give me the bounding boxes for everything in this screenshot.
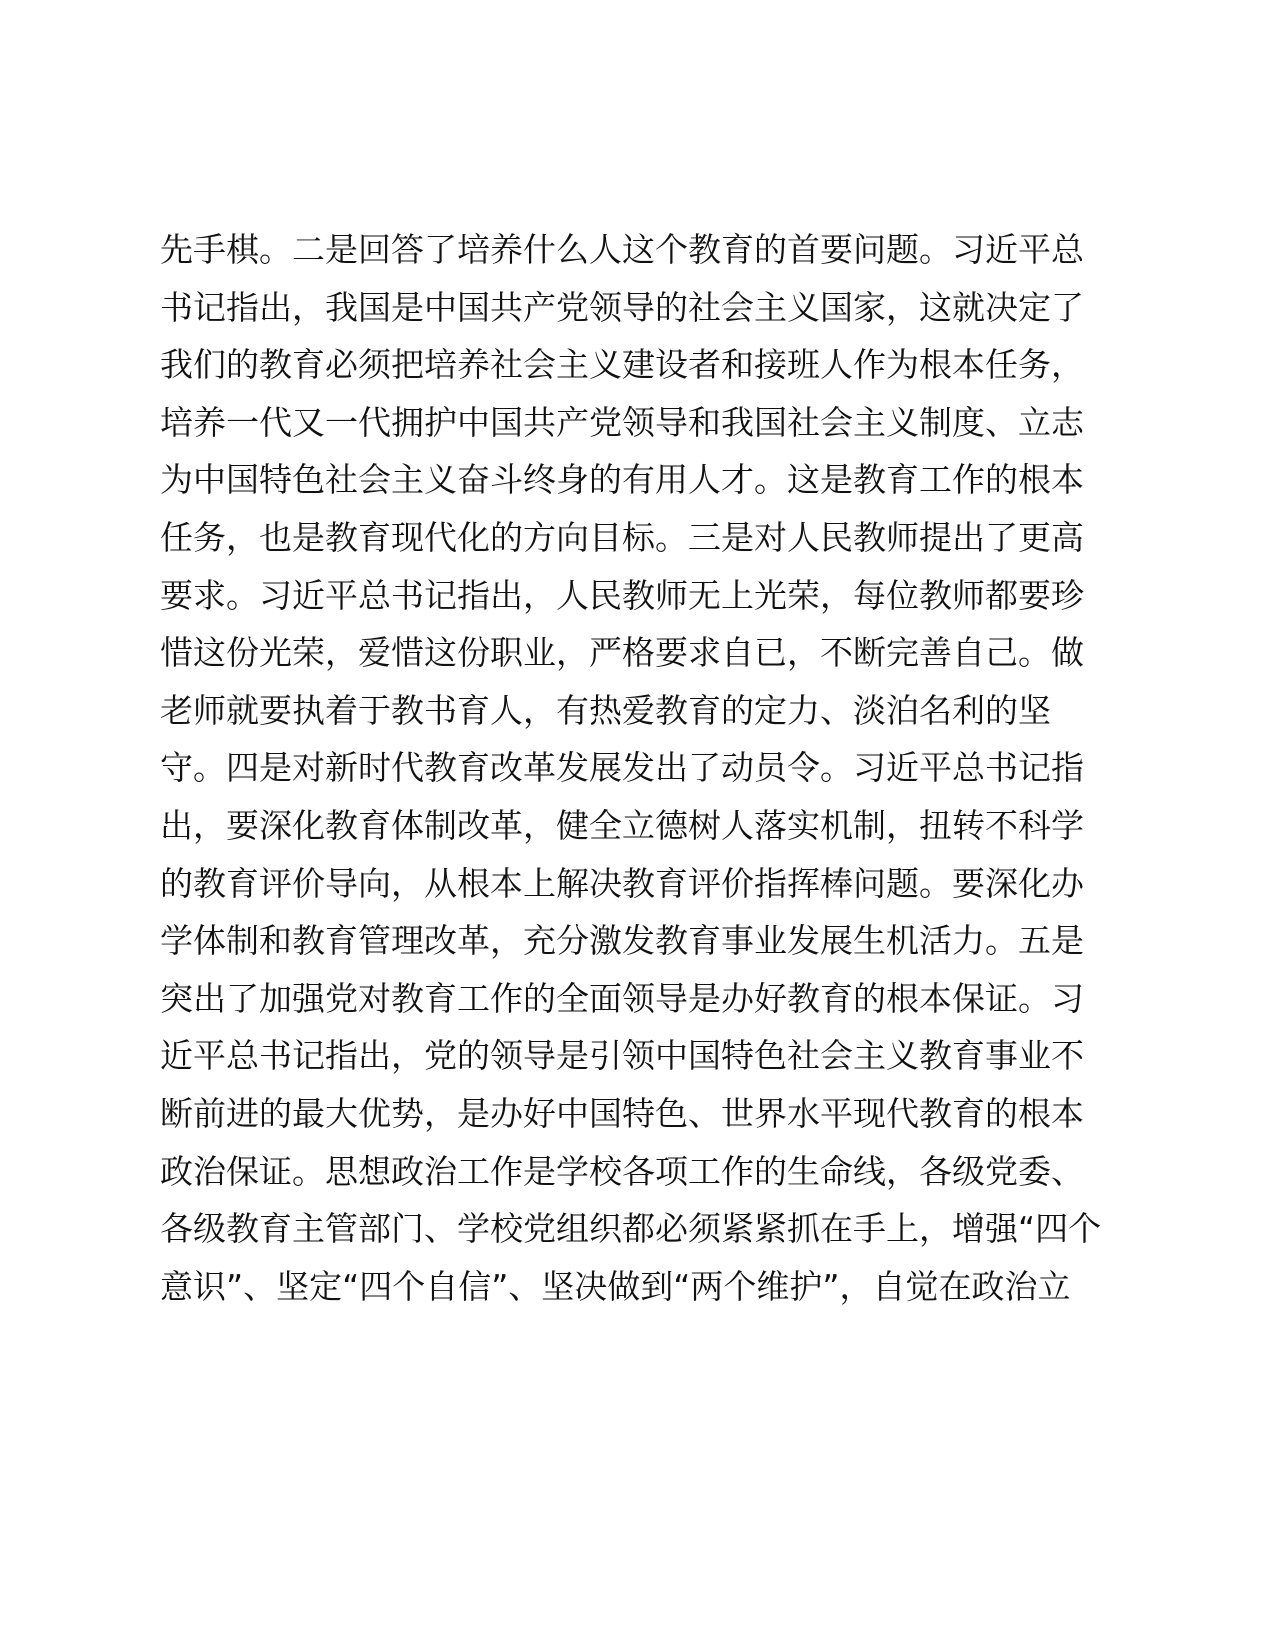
text-line: 近平总书记指出，党的领导是引领中国特色社会主义教育事业不 [160, 1036, 1084, 1076]
text-line: 我们的教育必须把培养社会主义建设者和接班人作为根本任务， [160, 345, 1084, 385]
text-line: 意识”、坚定“四个自信”、坚决做到“两个维护”，自觉在政治立 [160, 1266, 1071, 1306]
text-line: 惜这份光荣，爱惜这份职业，严格要求自已，不断完善自己。做 [160, 633, 1084, 673]
text-line: 要求。习近平总书记指出，人民教师无上光荣，每位教师都要珍 [160, 575, 1084, 615]
text-line: 政治保证。思想政治工作是学校各项工作的生命线，各级党委、 [160, 1151, 1084, 1191]
text-line: 各级教育主管部门、学校党组织都必须紧紧抓在手上，增强“四个 [160, 1209, 1102, 1249]
text-line: 书记指出，我国是中国共产党领导的社会主义国家，这就决定了 [160, 287, 1084, 327]
text-line: 断前进的最大优势，是办好中国特色、世界水平现代教育的根本 [160, 1093, 1084, 1133]
text-line: 老师就要执着于教书育人，有热爱教育的定力、淡泊名利的坚 [160, 690, 1051, 730]
text-line: 出，要深化教育体制改革，健全立德树人落实机制，扭转不科学 [160, 805, 1084, 845]
text-line: 培养一代又一代拥护中国共产党领导和我国社会主义制度、立志 [160, 402, 1084, 442]
text-line: 任务，也是教育现代化的方向目标。三是对人民教师提出了更高 [160, 517, 1084, 557]
text-line: 的教育评价导向，从根本上解决教育评价指挥棒问题。要深化办 [160, 863, 1084, 903]
text-line: 突出了加强党对教育工作的全面领导是办好教育的根本保证。习 [160, 978, 1084, 1018]
text-line: 学体制和教育管理改革，充分激发教育事业发展生机活力。五是 [160, 921, 1084, 961]
text-line: 先手棋。二是回答了培养什么人这个教育的首要问题。习近平总 [160, 230, 1084, 269]
text-line: 守。四是对新时代教育改革发展发出了动员令。习近平总书记指 [160, 748, 1084, 788]
body-text [160, 221, 1100, 1315]
text-line: 为中国特色社会主义奋斗终身的有用人才。这是教育工作的根本 [160, 460, 1084, 500]
